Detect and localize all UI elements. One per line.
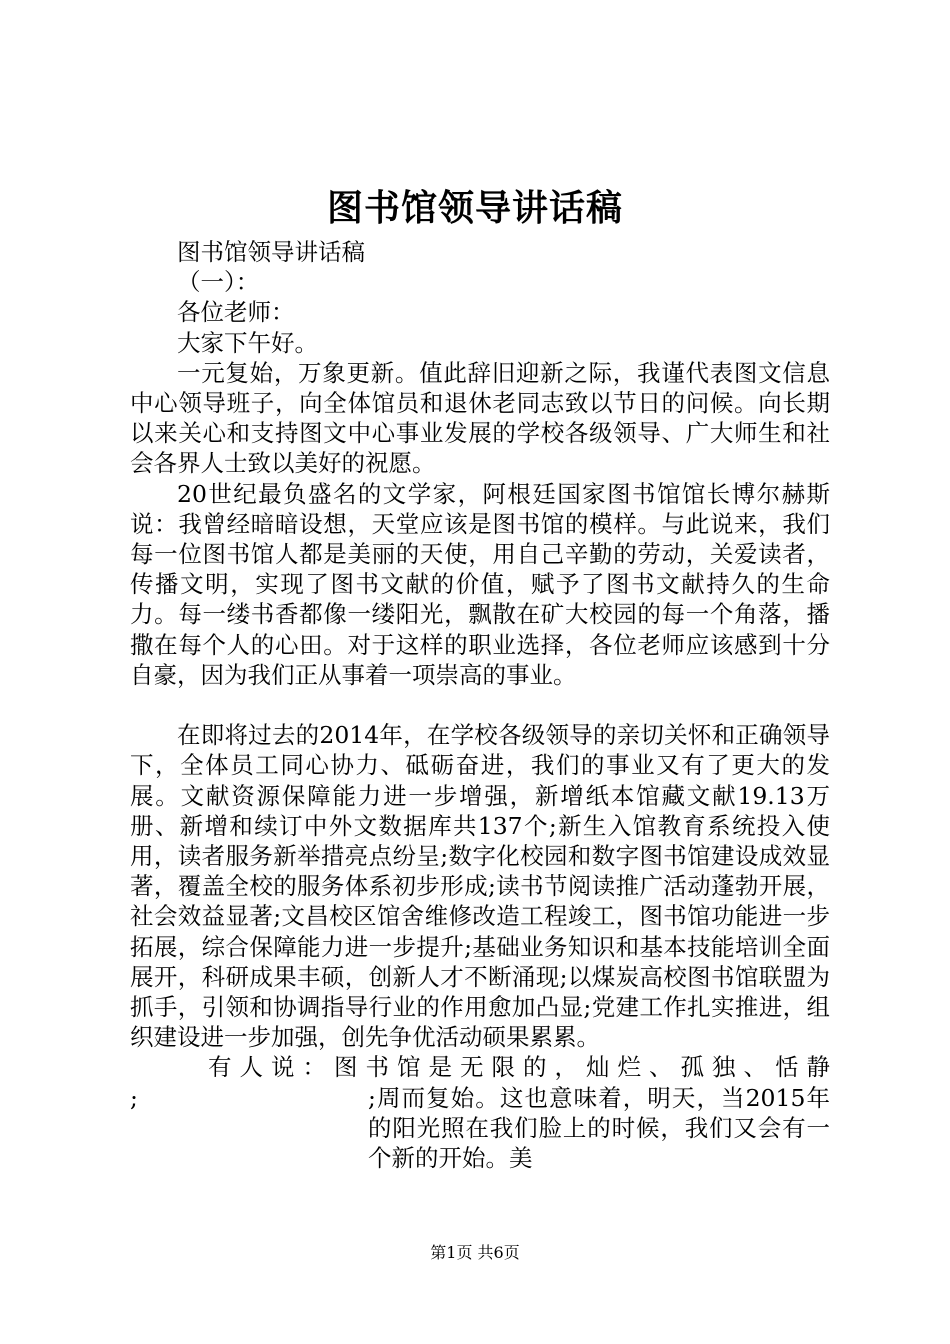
page-footer: 第1页 共6页 xyxy=(430,1243,520,1262)
section-number: （一）： xyxy=(177,268,260,297)
paragraph-closing xyxy=(130,1052,830,1173)
paragraph-new-year: 一元复始，万象更新。值此辞旧迎新之际，我谨代表图文信息中心领导班子，向全体馆员和退休老同志致以节日的问候。向长期以来关心和支持图文中心事业发展的学校各级领导、广大师生和社会各界人士致以美好的祝愿。 xyxy=(130,358,830,478)
document-body xyxy=(130,237,830,1173)
salutation: 各位老师： xyxy=(177,298,295,327)
closing-semicolon: ; xyxy=(130,1083,138,1112)
subtitle-line: 图书馆领导讲话稿 xyxy=(177,238,365,266)
closing-line-3: ;周而复始。这也意味着，明天，当2015年的阳光照在我们脸上的时候，我们又会有一个新的开始。美 xyxy=(368,1083,830,1173)
greeting: 大家下午好。 xyxy=(177,328,318,357)
closing-line-2 xyxy=(130,1083,830,1113)
paragraph-2014-review: 在即将过去的2014年，在学校各级领导的亲切关怀和正确领导下，全体员工同心协力、砥砺奋进，我们的事业又有了更大的发展。文献资源保障能力进一步增强，新增纸本馆藏文献19.13万册、新增和续订中外文数据库共137个;新生入馆教育系统投入使用，读者服务新举措亮点纷呈;数字化校园和数字图书馆建设成效显著，覆盖全校的服务体系初步形成;读书节阅读推广活动蓬勃开展，社会效益显著;文昌校区馆舍维修改造工程竣工，图书馆功能进一步拓展，综合保障能力进一步提升;基础业务知识和基本技能培训全面展开，科研成果丰硕，创新人才不断涌现;以煤炭高校图书馆联盟为抓手，引领和协调指导行业的作用愈加凸显;党建工作扎实推进，组织建设进一步加强，创先争优活动硕果累累。 xyxy=(130,721,830,1052)
closing-line-1: 有人说：图书馆是无限的，灿烂、孤独、恬静 xyxy=(208,1053,830,1082)
document-title: 图书馆领导讲话稿 xyxy=(326,187,623,229)
paragraph-borges: 20世纪最负盛名的文学家，阿根廷国家图书馆馆长博尔赫斯说：我曾经暗暗设想，天堂应该是图书馆的模样。与此说来，我们每一位图书馆人都是美丽的天使，用自己辛勤的劳动，关爱读者，传播文明，实现了图书文献的价值，赋予了图书文献持久的生命力。每一缕书香都像一缕阳光，飘散在矿大校园的每一个角落，播撒在每个人的心田。对于这样的职业选择，各位老师应该感到十分自豪，因为我们正从事着一项崇高的事业。 xyxy=(130,479,830,689)
